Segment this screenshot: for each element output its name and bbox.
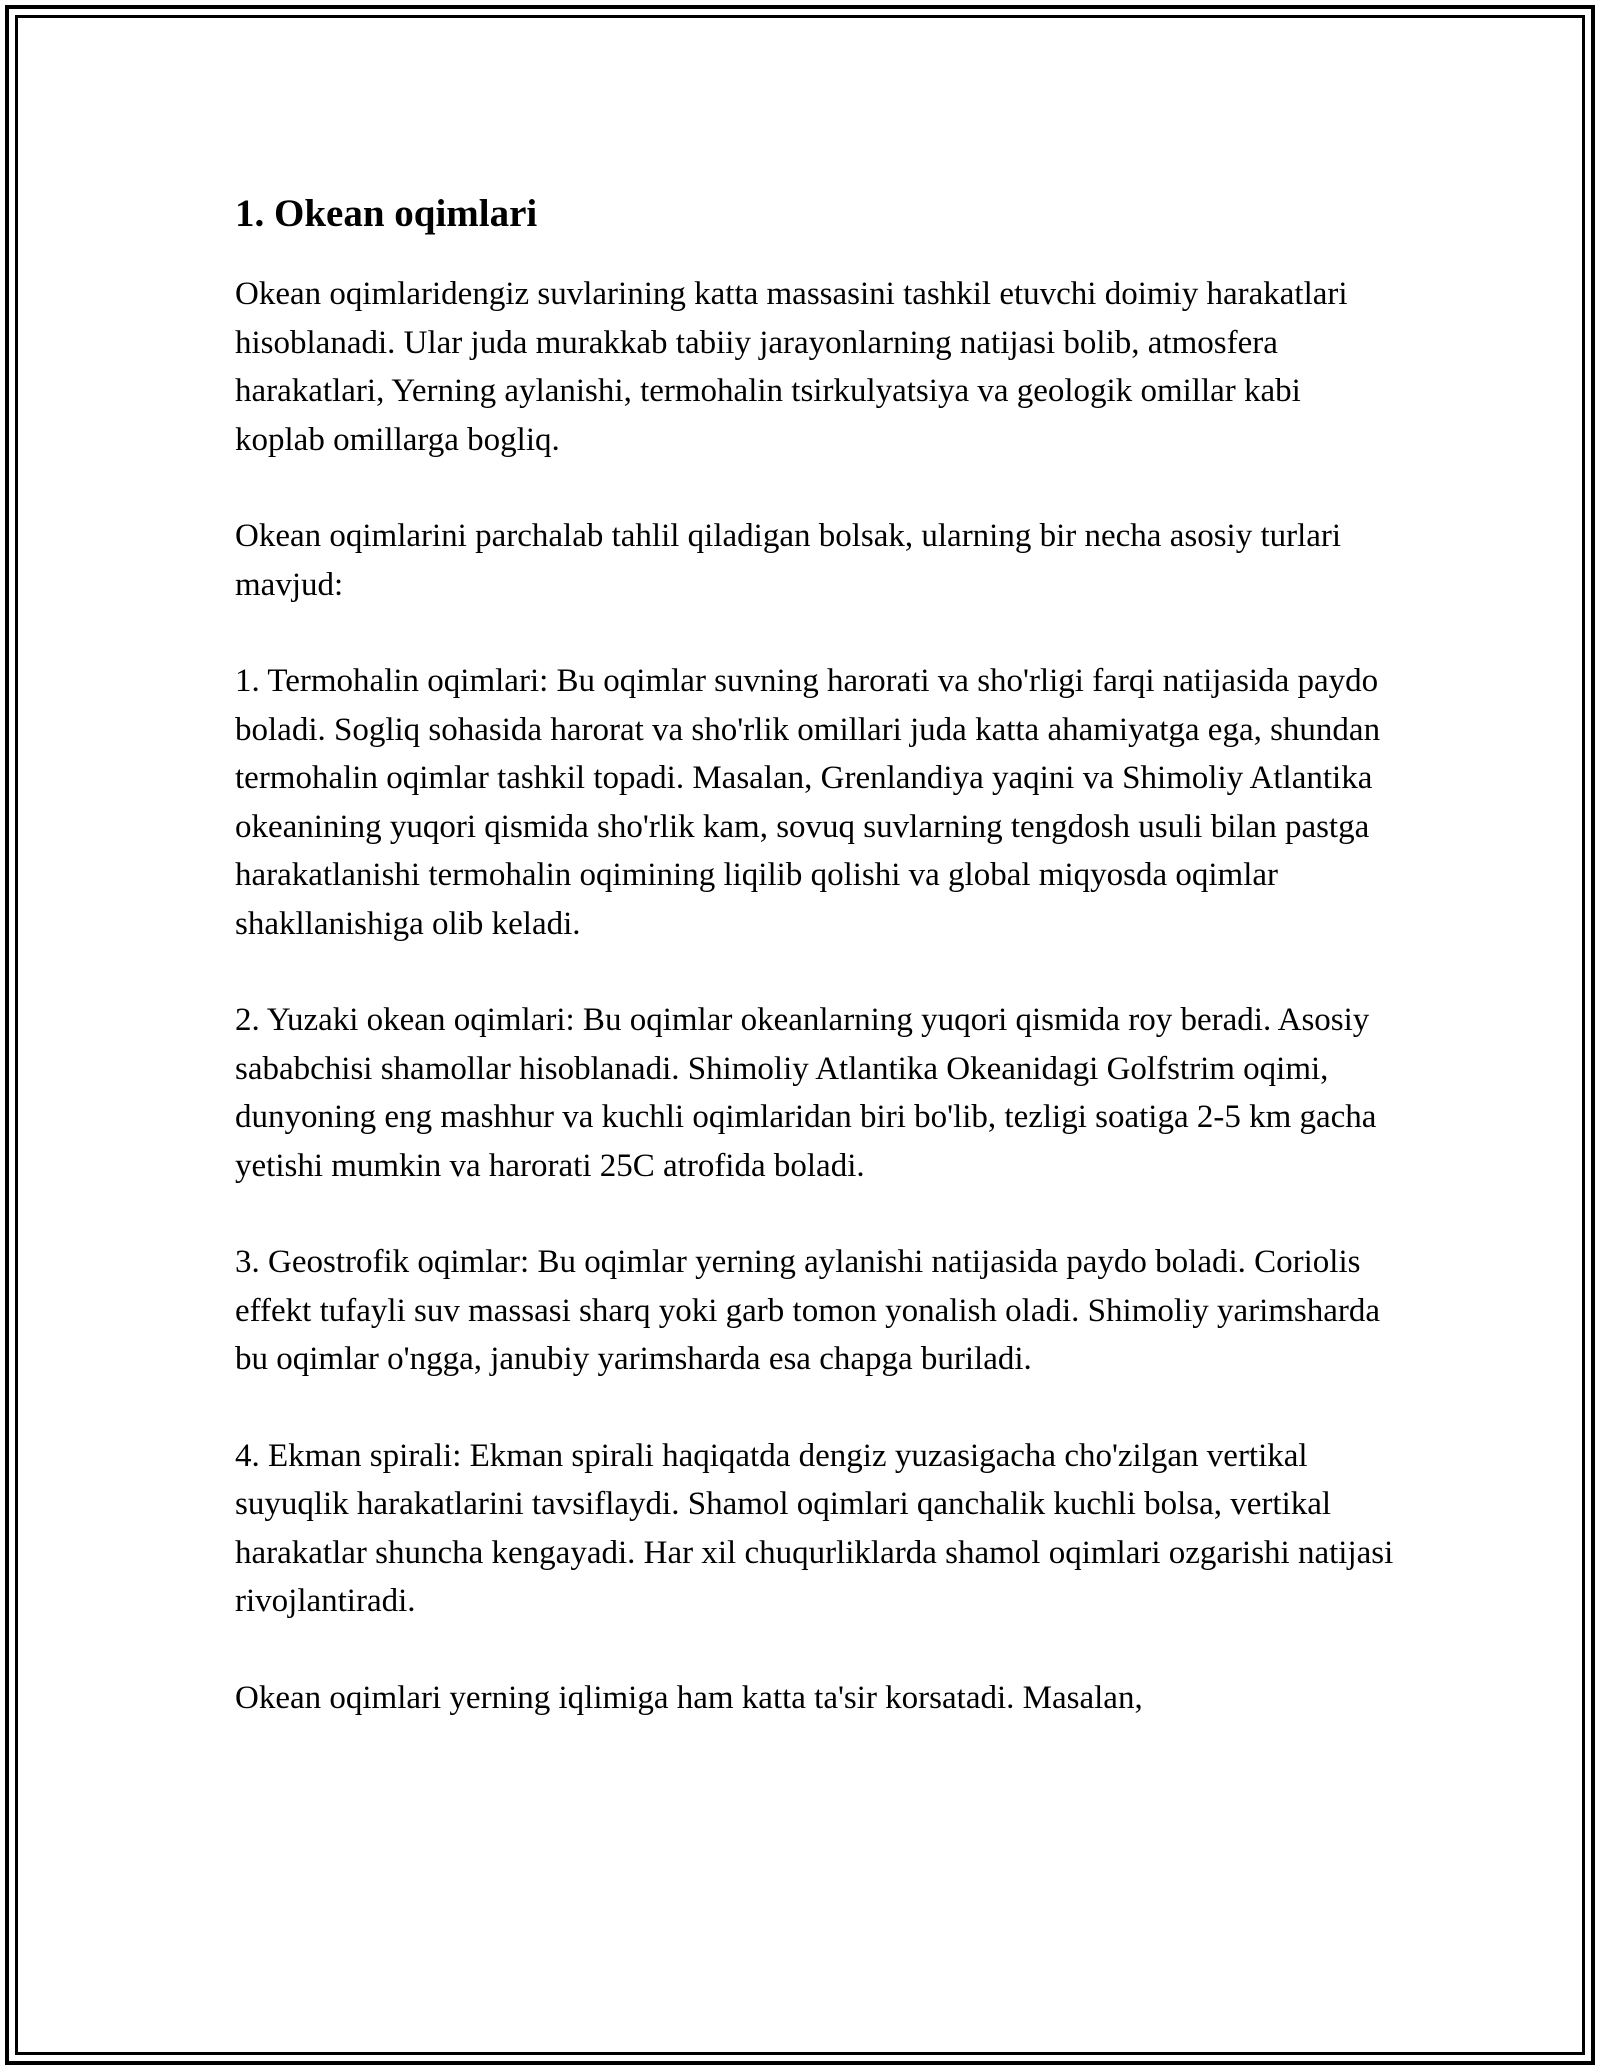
paragraph-geostrophic: 3. Geostrofik oqimlar: Bu oqimlar yerning aylanishi natijasida paydo boladi. Coriolis effekt tufayli suv massasi sharq yoki garb tomon yonalish oladi. Shimoliy yarimsharda bu oqimlar o'ngga, janubiy yarimsharda esa chapga buriladi. (235, 1244, 1381, 1377)
paragraph-ekman-spiral: 4. Ekman spirali: Ekman spirali haqiqatda dengiz yuzasigacha cho'zilgan vertikal suyuqlik harakatlarini tavsiflaydi. Shamol oqimlari qanchalik kuchli bolsa, vertikal harakatlar shuncha kengayadi. Har xil chuqurliklarda shamol oqimlari ozgarishi natijasi rivojlantiradi. (235, 1437, 1394, 1619)
paragraph-climate: Okean oqimlari yerning iqlimiga ham katta ta'sir korsatadi. Masalan, (235, 1679, 1143, 1716)
document-body (235, 186, 1395, 1722)
paragraph-surface-currents: 2. Yuzaki okean oqimlari: Bu oqimlar okeanlarning yuqori qismida roy beradi. Asosiy sababchisi shamollar hisoblanadi. Shimoliy Atlantika Okeanidagi Golfstrim oqimi, dunyoning eng mashhur va kuchli oqimlaridan biri bo'lib, tezligi soatiga 2-5 km gacha yetishi mumkin va harorati 25C atrofida boladi. (235, 1002, 1377, 1184)
document-title: 1. Okean oqimlari (235, 192, 538, 235)
paragraph-thermohaline: 1. Termohalin oqimlari: Bu oqimlar suvning harorati va sho'rligi farqi natijasida paydo boladi. Sogliq sohasida harorat va sho'rlik omillari juda katta ahamiyatga ega, shundan termohalin oqimlar tashkil topadi. Masalan, Grenlandiya yaqini va Shimoliy Atlantika okeanining yuqori qismida sho'rlik kam, sovuq suvlarning tengdosh usuli bilan pastga harakatlanishi termohalin oqimining liqilib qolishi va global miqyosda oqimlar shakllanishiga olib keladi. (235, 663, 1381, 942)
paragraph-types-intro: Okean oqimlarini parchalab tahlil qiladigan bolsak, ularning bir necha asosiy turlari mavjud: (235, 518, 1342, 603)
paragraph-intro: Okean oqimlaridengiz suvlarining katta massasini tashkil etuvchi doimiy harakatlari hisoblanadi. Ular juda murakkab tabiiy jarayonlarning natijasi bolib, atmosfera harakatlari, Yerning aylanishi, termohalin tsirkulyatsiya va geologik omillar kabi koplab omillarga bogliq. (235, 276, 1348, 458)
